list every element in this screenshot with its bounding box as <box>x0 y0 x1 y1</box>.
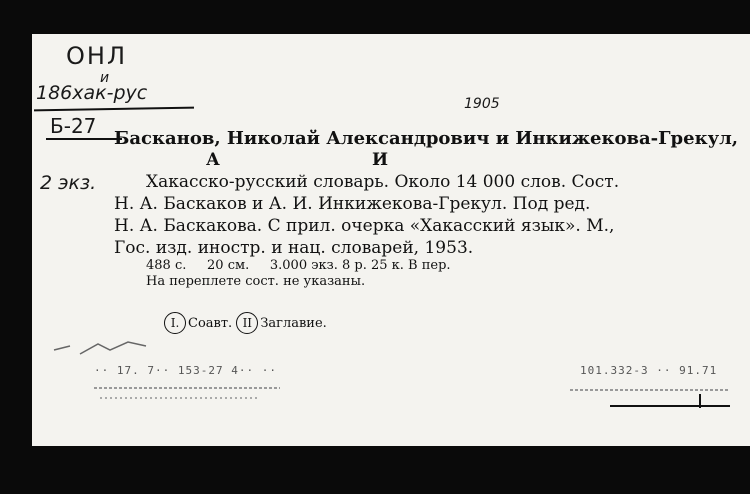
title-line-2: Н. А. Баскаков и А. И. Инкижекова-Грекул. Под ред. <box>114 194 591 214</box>
author-initial-a: А <box>206 150 220 170</box>
copies-note: 2 экз. <box>40 172 97 194</box>
catalog-card <box>32 34 750 446</box>
stamp-right: 101.332-3 ·· 91.71 <box>580 364 718 377</box>
tracing-1-label: Соавт. <box>188 316 233 331</box>
author-initial-i: И <box>372 150 389 170</box>
title-line-3: Н. А. Баскакова. С прил. очерка «Хакасский язык». М., <box>114 216 615 236</box>
title-line-4: Гос. изд. иностр. и нац. словарей, 1953. <box>114 238 474 258</box>
shelf-mark-underline <box>46 138 122 140</box>
binding-note: На переплете сост. не указаны. <box>146 274 366 289</box>
tracing-2-number: II <box>236 312 258 334</box>
tracing-2-label: Заглавие. <box>260 316 327 331</box>
library-code: ОНЛ <box>66 42 127 70</box>
tracings <box>164 312 327 334</box>
connector-text: и <box>100 70 110 86</box>
stamp-noise <box>90 380 730 420</box>
stamp-left: ·· 17. 7·· 153-27 4·· ·· <box>94 364 277 377</box>
physical-description: 488 с. 20 см. 3.000 экз. 8 р. 25 к. В пер. <box>146 258 451 273</box>
classification-code: 186хак-рус <box>36 82 148 104</box>
title-line-1: Хакасско-русский словарь. Около 14 000 слов. Сост. <box>146 172 620 192</box>
author-heading: Басканов, Николай Александрович и Инкижекова-Грекул, <box>114 128 739 149</box>
shelf-mark: Б-27 <box>50 114 97 138</box>
tracing-1-number: I. <box>164 312 186 334</box>
classification-underline <box>34 107 194 112</box>
pencil-scribble <box>50 324 160 364</box>
year-note: 1905 <box>464 96 500 112</box>
